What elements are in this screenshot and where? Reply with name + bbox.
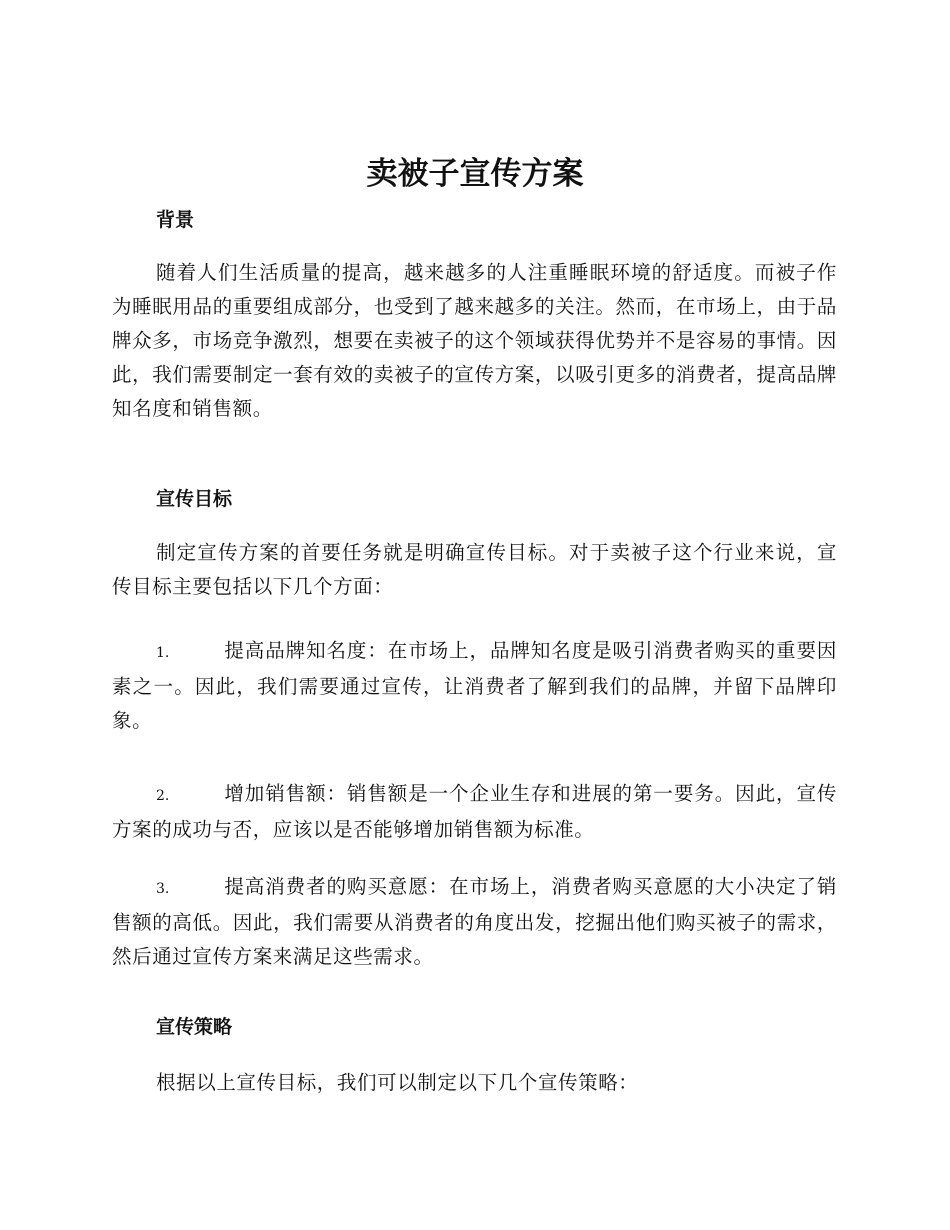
list-item-text: 增加销售额：销售额是一个企业生存和进展的第一要务。因此，宣传方案的成功与否，应该以是否能够增加销售额为标准。 (112, 782, 837, 841)
section-heading-goals: 宣传目标 (156, 488, 233, 510)
strategy-intro-paragraph: 根据以上宣传目标，我们可以制定以下几个宣传策略： (156, 1071, 639, 1094)
goal-list-item (112, 777, 837, 847)
goal-list-item (112, 634, 837, 738)
document-title: 卖被子宣传方案 (366, 156, 584, 192)
list-item-text: 提高消费者的购买意愿：在市场上，消费者购买意愿的大小决定了销售额的高低。因此，我们需要从消费者的角度出发，挖掘出他们购买被子的需求，然后通过宣传方案来满足这些需求。 (112, 875, 837, 968)
section-heading-strategy: 宣传策略 (156, 1016, 233, 1038)
list-item-number: 3. (156, 881, 170, 897)
background-paragraph: 随着人们生活质量的提高，越来越多的人注重睡眠环境的舒适度。而被子作为睡眠用品的重要组成部分，也受到了越来越多的关注。然而，在市场上，由于品牌众多，市场竞争激烈，想要在卖被子的这个领域获得优势并不是容易的事情。因此，我们需要制定一套有效的卖被子的宣传方案，以吸引更多的消费者，提高品牌知名度和销售额。 (112, 261, 837, 420)
goal-list-item (112, 870, 837, 974)
list-item-number: 1. (156, 645, 170, 661)
list-item-number: 2. (156, 788, 170, 804)
goals-intro-paragraph: 制定宣传方案的首要任务就是明确宣传目标。对于卖被子这个行业来说，宣传目标主要包括以下几个方面： (112, 541, 837, 598)
section-heading-background: 背景 (156, 209, 195, 231)
list-item-text: 提高品牌知名度：在市场上，品牌知名度是吸引消费者购买的重要因素之一。因此，我们需要通过宣传，让消费者了解到我们的品牌，并留下品牌印象。 (112, 639, 837, 732)
